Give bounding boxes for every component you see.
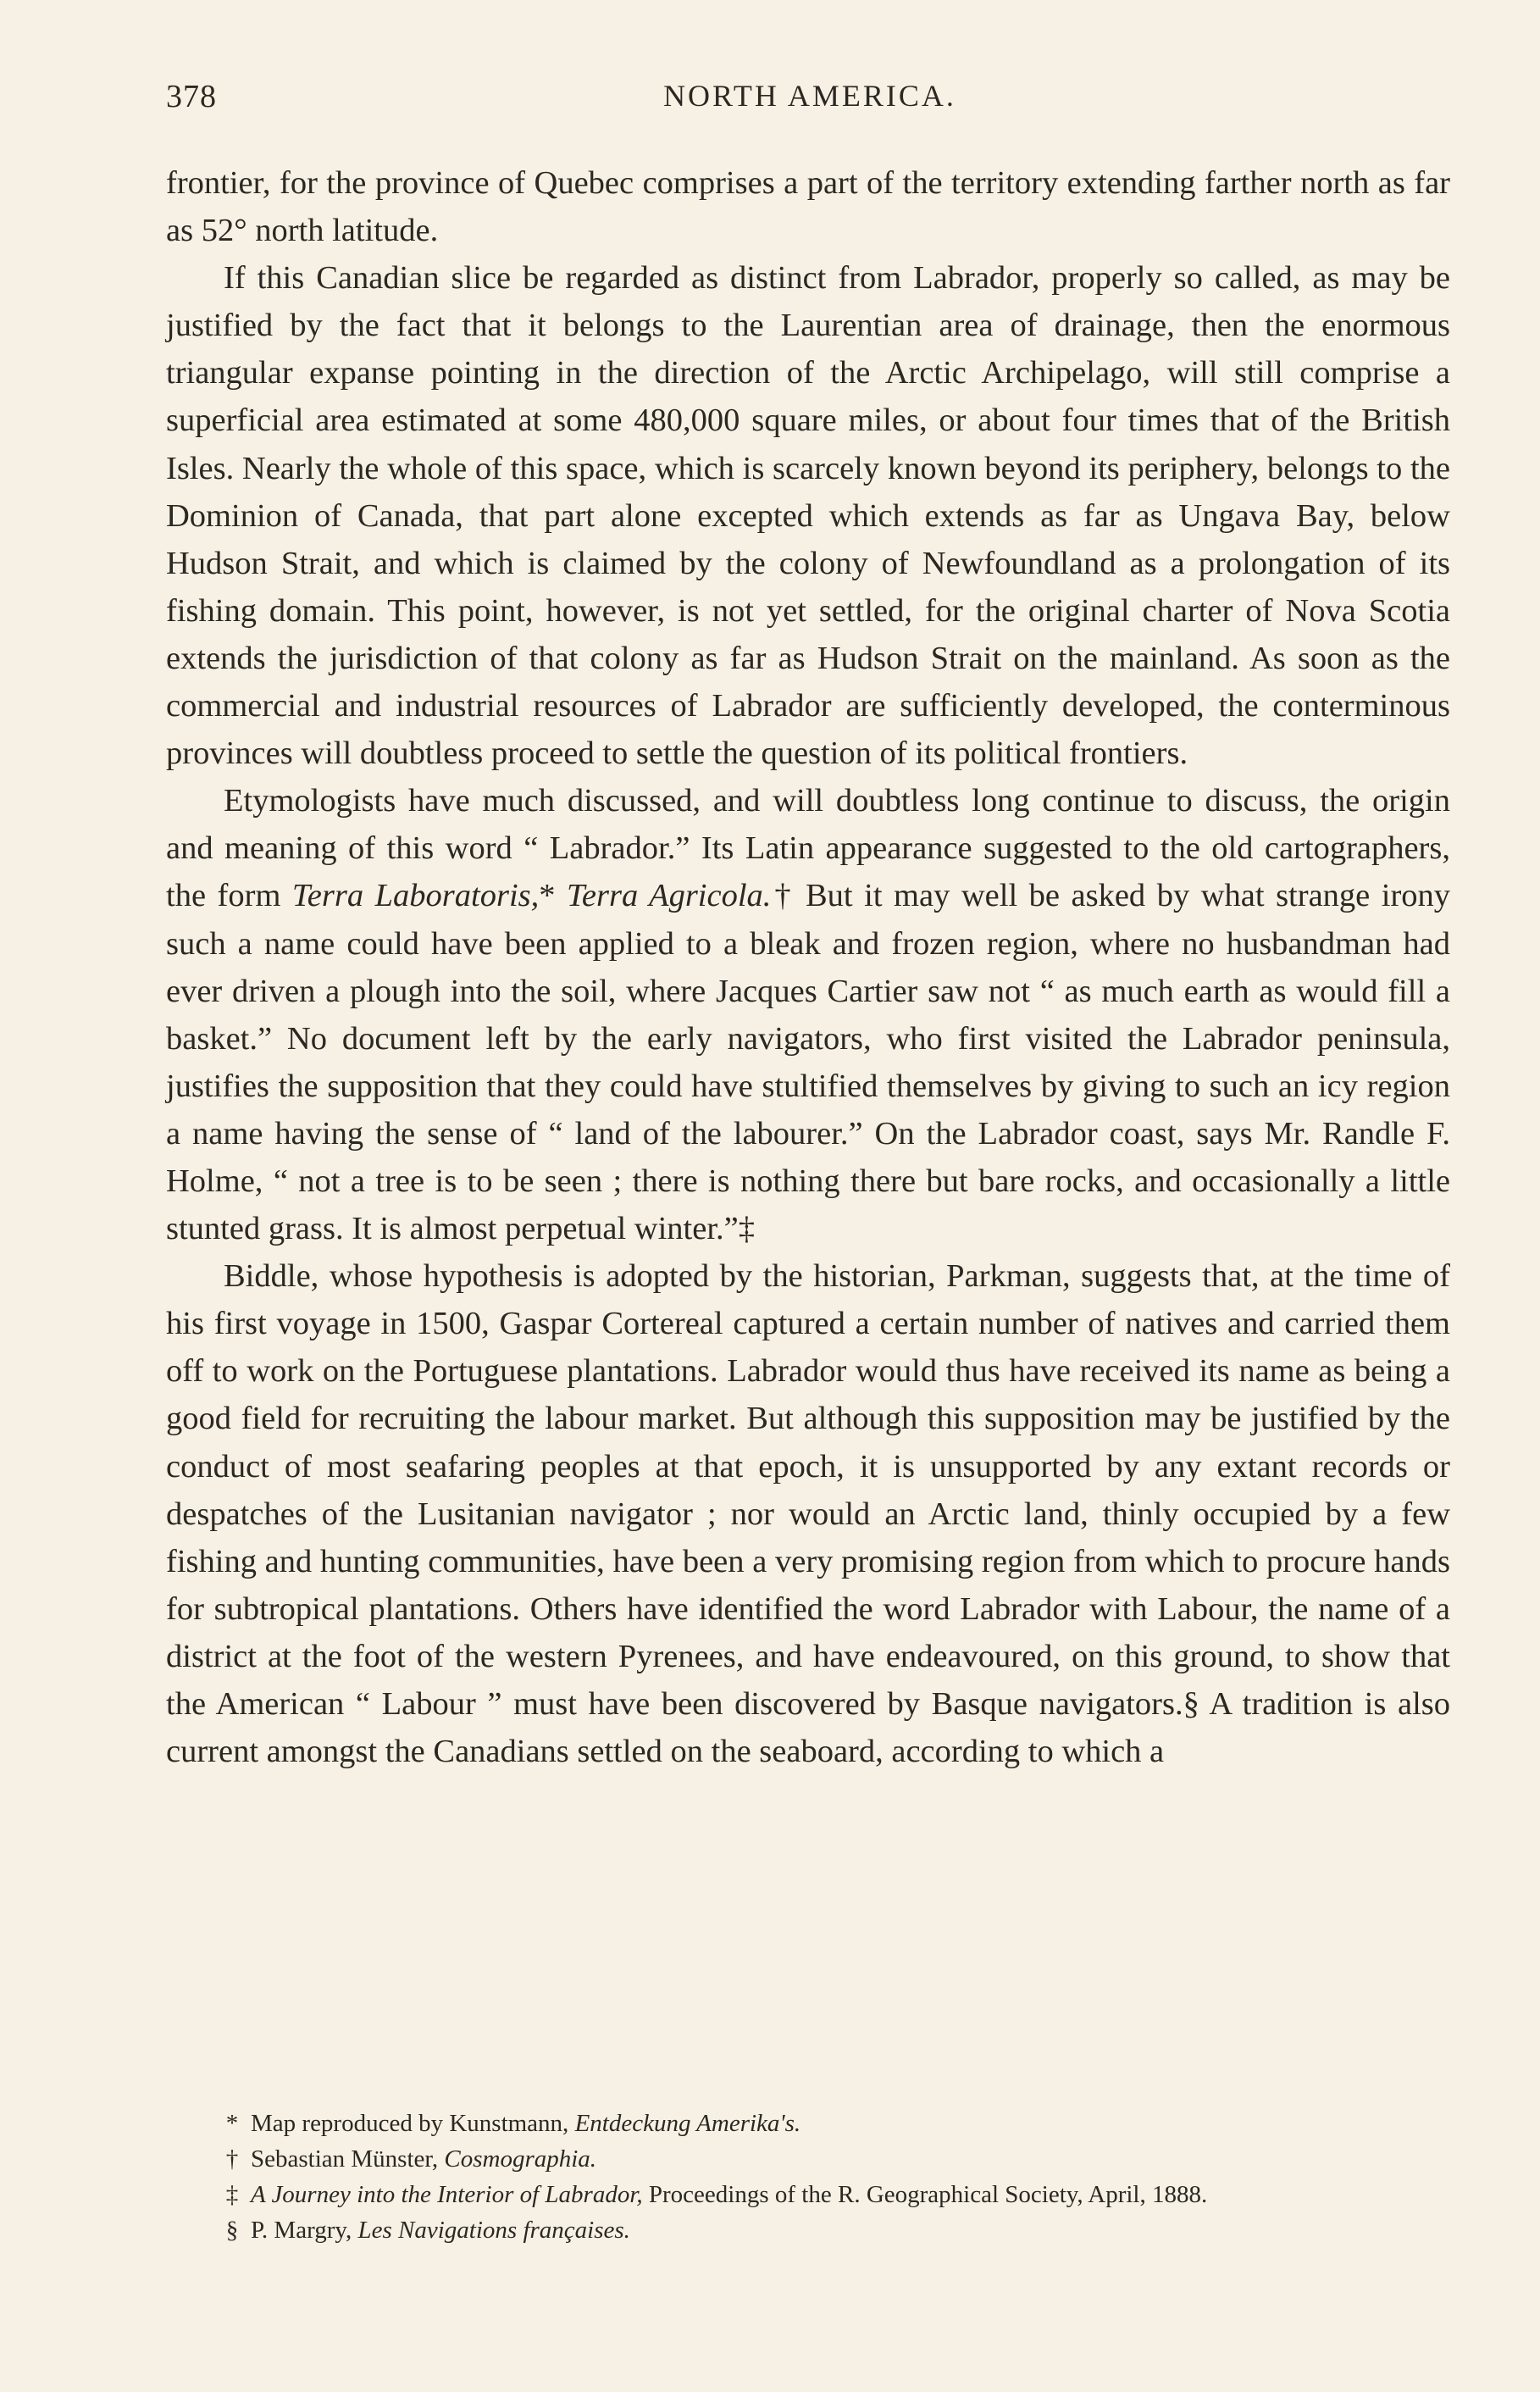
footnote-mark: † (225, 2145, 239, 2173)
paragraph (166, 254, 1450, 777)
footnote-mark: § (225, 2217, 239, 2244)
text-run: Map reproduced by Kunstmann, (251, 2110, 575, 2137)
footnotes (178, 2106, 1449, 2248)
footnote-reference: * (539, 878, 568, 914)
text-run: Etymologists have much discussed, and will doubtless long continue to discuss, the origin and meaning of this word “ Labrador.” Its Latin appearance suggested to the old cartographers, the form (166, 783, 1450, 914)
text-run: Biddle, whose hypothesis is adopted by the historian, Parkman, suggests that, at the time of his first voyage in 1500, Gaspar Cortereal captured a certain number of natives and carried them off to work on the Portuguese plantations. Labrador would thus have received its name as being a good field for recruiting the labour market. But although this supposition may be justified by the conduct of most seafaring peoples at that epoch, it is unsupported by any extant records or despatches of the Lusitanian navigator ; nor would an Arctic land, thinly occupied by a few fishing and hunting communities, have been a very promising region from which to procure hands for subtropical plantations. Others have identified the word Labrador with Labour, the name of a district at the foot of the western Pyrenees, and have endeavoured, on this ground, to show that the American “ Labour ” must have been discovered by Basque navigators.§ A tradition is also current amongst the Canadians settled on the seaboard, according to which a (166, 1258, 1450, 1770)
text-run: P. Margry, (251, 2217, 358, 2244)
footnote-mark: ‡ (225, 2181, 239, 2208)
text-run: But it may well be asked by what strange irony such a name could have been applied to a bleak and frozen region, where no husbandman had ever driven a plough into the soil, where Jacques Cartier saw not “ as much earth as would fill a basket.” No document left by the early navigators, who first visited the Labrador peninsula, justifies the supposition that they could have stultified themselves by giving to such an icy region a name having the sense of “ land of the labourer.” On the Labrador coast, says Mr. Randle F. Holme, “ not a tree is to be seen ; there is nothing there but bare rocks, and occasionally a little stunted grass. It is almost perpetual winter.”‡ (166, 878, 1451, 1247)
italic-text: Terra Laboratoris, (291, 878, 540, 914)
footnote (178, 2212, 1449, 2248)
text-run: Sebastian Münster, (251, 2145, 445, 2173)
footnote (178, 2177, 1449, 2212)
italic-text: Cosmographia. (444, 2145, 597, 2173)
paragraph (166, 777, 1450, 1252)
running-title: NORTH AMERICA. (663, 79, 956, 113)
text-run: frontier, for the province of Quebec comprises a part of the territory extending farther north as far as 52° north latitude. (166, 165, 1450, 249)
paragraph (166, 159, 1450, 254)
page-number: 378 (166, 79, 217, 114)
italic-text: Les Navigations françaises. (357, 2217, 630, 2244)
footnote (178, 2106, 1449, 2141)
footnote-mark: * (225, 2110, 239, 2137)
italic-text: Entdeckung Amerika's. (574, 2110, 801, 2137)
footnote (178, 2141, 1449, 2177)
paragraph (166, 1252, 1450, 1775)
running-head (166, 78, 1454, 129)
footnote-reference: † (771, 878, 795, 914)
body-text (166, 159, 1450, 1775)
italic-text: Terra Agricola. (567, 878, 772, 914)
text-run: Proceedings of the R. Geographical Society, April, 1888. (642, 2181, 1208, 2208)
text-run: If this Canadian slice be regarded as distinct from Labrador, properly so called, as may be justified by the fact that it belongs to the Laurentian area of drainage, then the enormous triangular expanse pointing in the direction of the Arctic Archipelago, will still comprise a superficial area estimated at some 480,000 square miles, or about four times that of the British Isles. Nearly the whole of this space, which is scarcely known beyond its periphery, belongs to the Dominion of Canada, that part alone excepted which extends as far as Ungava Bay, below Hudson Strait, and which is claimed by the colony of Newfoundland as a prolongation of its fishing domain. This point, however, is not yet settled, for the original charter of Nova Scotia extends the jurisdiction of that colony as far as Hudson Strait on the mainland. As soon as the commercial and industrial resources of Labrador are sufficiently developed, the conterminous provinces will doubtless proceed to settle the question of its political frontiers. (166, 260, 1450, 772)
italic-text: A Journey into the Interior of Labrador, (251, 2181, 643, 2208)
